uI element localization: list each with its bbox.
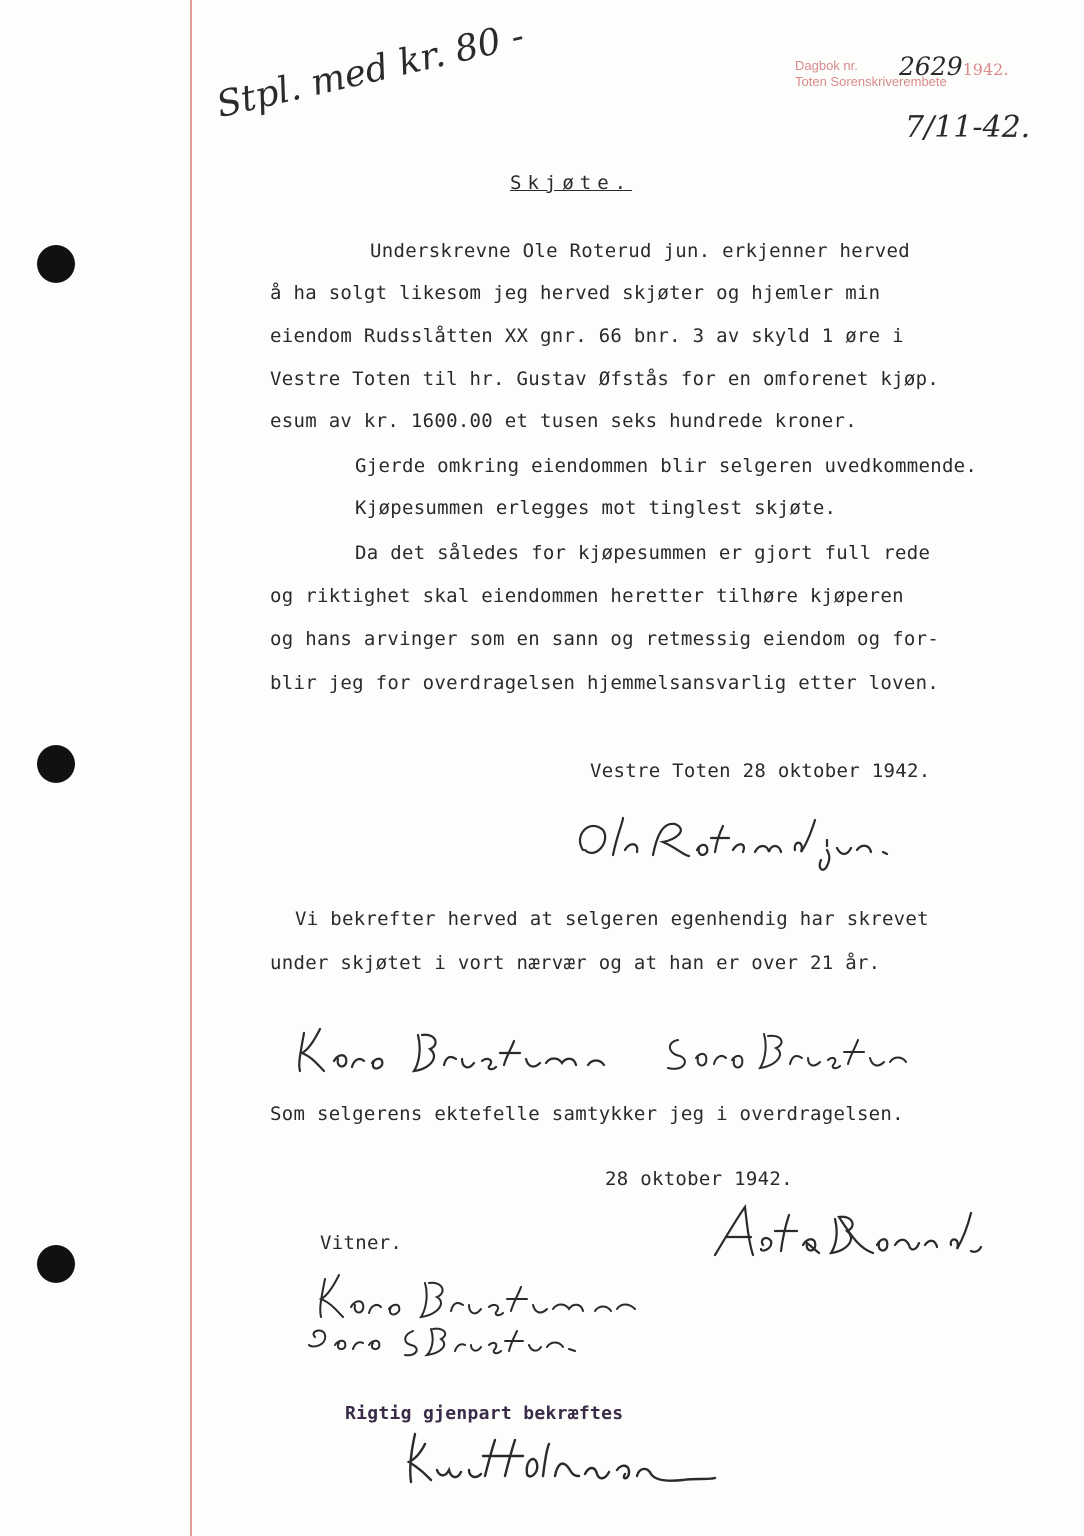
stamp-office: Toten Sorenskriverembete [795, 74, 947, 89]
witnesses-label: Vitner. [320, 1232, 403, 1254]
spouse-consent: Som selgerens ektefelle samtykker jeg i overdragelsen. [270, 1103, 904, 1125]
handwritten-note: Stpl. med kr. 80 - [212, 15, 528, 127]
body-line: og riktighet skal eiendommen heretter tilhøre kjøperen [270, 585, 904, 607]
confirming-signature [385, 1420, 725, 1500]
body-line: å ha solgt likesom jeg herved skjøter og hjemler min [270, 282, 881, 304]
document-title: Skjøte. [510, 172, 633, 194]
witness-signature [660, 1018, 920, 1078]
stamp-number: 26291942. [899, 52, 1009, 81]
body-line: Underskrevne Ole Roterud jun. erkjenner herved [370, 240, 910, 262]
place-date: Vestre Toten 28 oktober 1942. [590, 760, 931, 782]
confirmation-stamp: Rigtig gjenpart bekræftes [345, 1403, 624, 1424]
witness-signature [290, 1015, 650, 1085]
body-line: Vestre Toten til hr. Gustav Øfstås for en omforenet kjøp. [270, 368, 940, 390]
punch-hole [37, 745, 75, 783]
margin-line [190, 0, 192, 1536]
body-line: esum av kr. 1600.00 et tusen seks hundrede kroner. [270, 410, 857, 432]
body-line: Gjerde omkring eiendommen blir selgeren uvedkommende. [355, 455, 978, 477]
body-line: Kjøpesummen erlegges mot tinglest skjøte. [355, 497, 837, 519]
body-line: og hans arvinger som en sann og retmessig eiendom og for- [270, 628, 940, 650]
witness-signatures-block [305, 1265, 685, 1365]
consent-date: 28 oktober 1942. [605, 1168, 793, 1190]
body-line: Da det således for kjøpesummen er gjort full rede [355, 542, 931, 564]
body-line: blir jeg for overdragelsen hjemmelsansvarlig etter loven. [270, 672, 940, 694]
witness-statement-line: Vi bekrefter herved at selgeren egenhendig har skrevet [295, 908, 929, 930]
spouse-signature [705, 1195, 985, 1275]
body-line: eiendom Rudsslåtten XX gnr. 66 bnr. 3 av skyld 1 øre i [270, 325, 904, 347]
seller-signature [565, 800, 905, 880]
punch-hole [37, 1245, 75, 1283]
stamp-year: 1942. [962, 60, 1009, 79]
witness-statement-line: under skjøtet i vort nærvær og at han er over 21 år. [270, 952, 881, 974]
punch-hole [37, 245, 75, 283]
handwritten-date: 7/11-42. [905, 110, 1031, 145]
stamp-label: Dagbok nr. [795, 58, 858, 73]
